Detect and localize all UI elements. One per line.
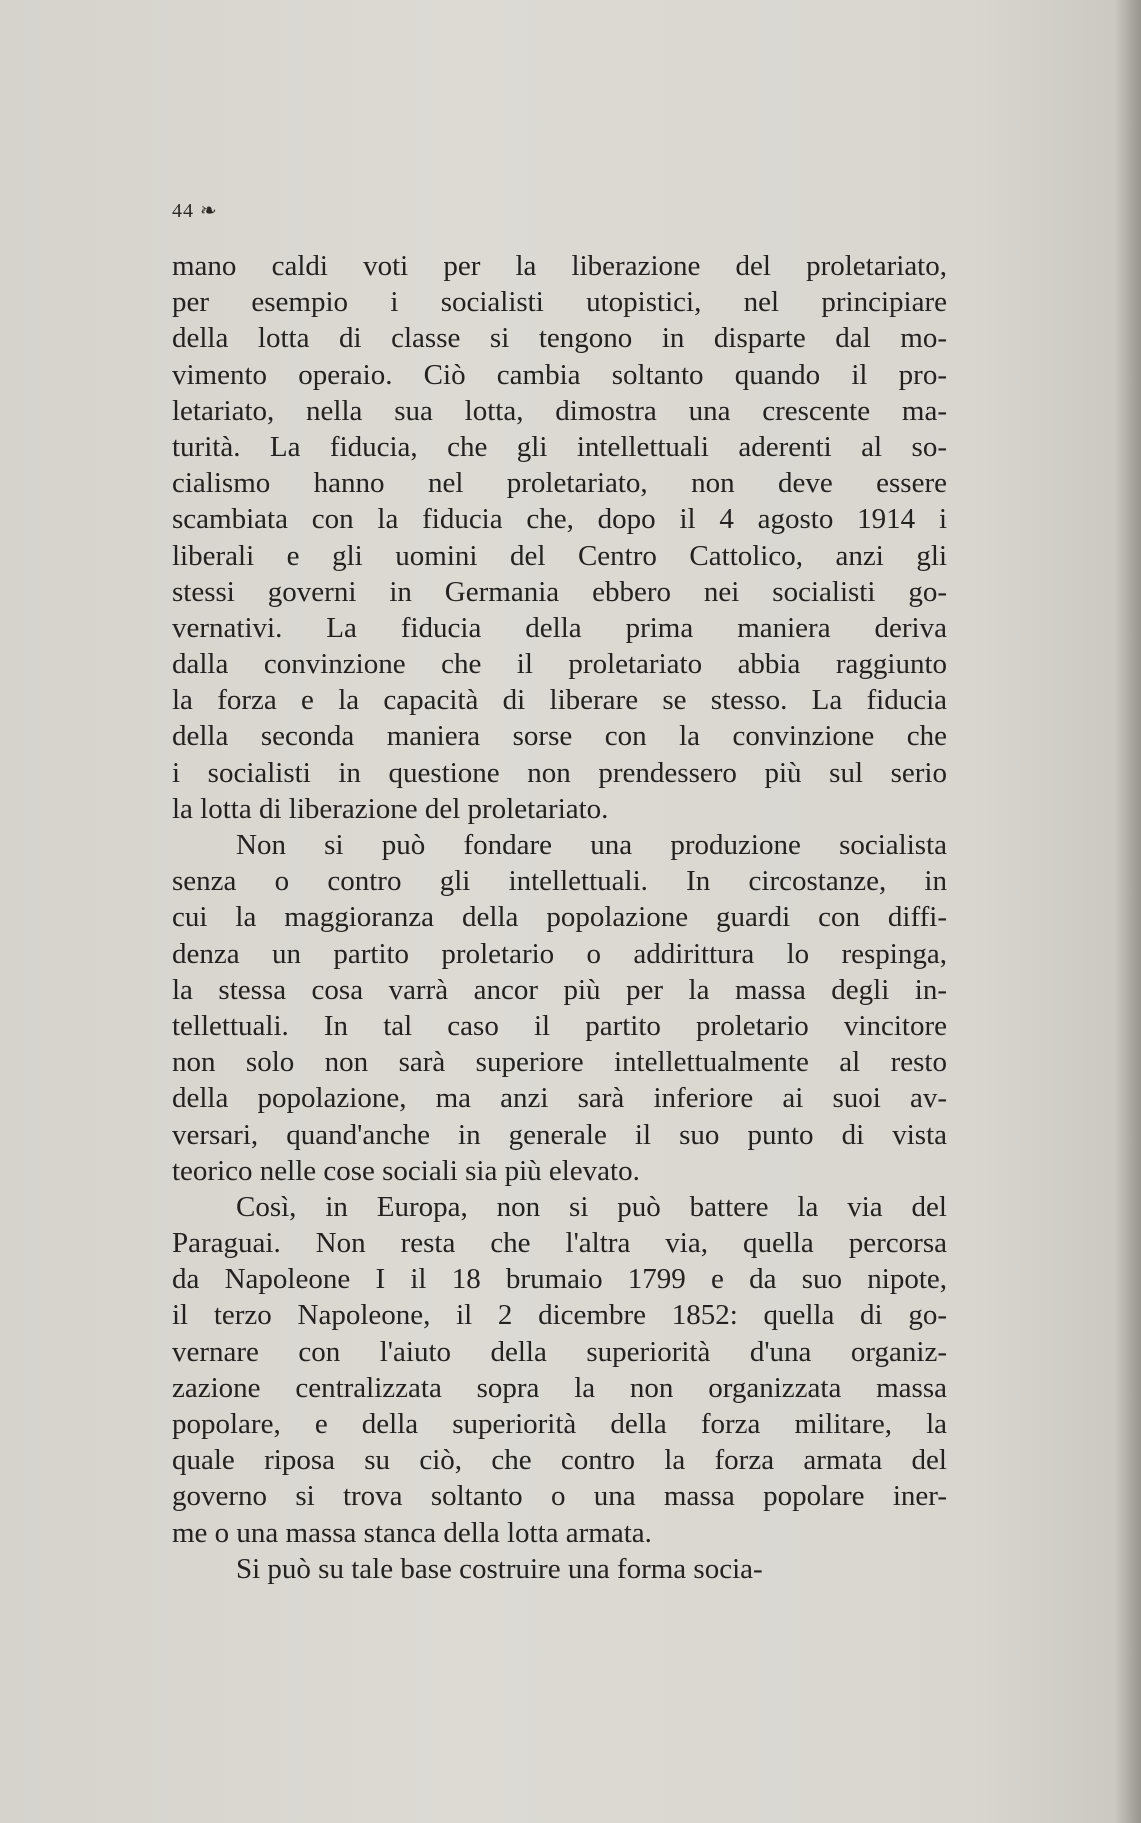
- page-edge-shadow: [1115, 0, 1141, 1823]
- text-line: popolare, e della superiorità della forza militare, la: [172, 1408, 947, 1440]
- text-line: la stessa cosa varrà ancor più per la massa degli in-: [172, 973, 947, 1006]
- text-line: vimento operaio. Ciò cambia soltanto quando il pro-: [172, 358, 947, 391]
- text-line: Così, in Europa, non si può battere la via del: [236, 1190, 947, 1223]
- text-line: quale riposa su ciò, che contro la forza armata del: [172, 1444, 947, 1477]
- page-header: [172, 198, 218, 223]
- text-line: denza un partito proletario o addirittura lo respinga,: [172, 937, 947, 970]
- text-line: non solo non sarà superiore intellettualmente al resto: [172, 1046, 947, 1079]
- page-number: 44: [172, 200, 194, 222]
- text-line: la lotta di liberazione del proletariato.: [172, 792, 609, 825]
- text-line: vernativi. La fiducia della prima maniera deriva: [172, 611, 947, 644]
- text-line: Si può su tale base costruire una forma socia-: [236, 1552, 763, 1585]
- paragraph: [172, 1189, 947, 1551]
- text-line: stessi governi in Germania ebbero nei socialisti go-: [172, 575, 947, 608]
- text-line: versari, quand'anche in generale il suo punto di vista: [172, 1118, 947, 1151]
- text-line: scambiata con la fiducia che, dopo il 4 agosto 1914 i: [172, 503, 947, 536]
- text-line: cialismo hanno nel proletariato, non deve essere: [172, 467, 947, 500]
- body-text: [172, 248, 947, 1587]
- text-line: vernare con l'aiuto della superiorità d'una organiz-: [172, 1335, 947, 1368]
- text-line: letariato, nella sua lotta, dimostra una crescente ma-: [172, 394, 947, 427]
- text-line: dalla convinzione che il proletariato abbia raggiunto: [172, 648, 947, 681]
- text-line: governo si trova soltanto o una massa popolare iner-: [172, 1480, 947, 1513]
- text-line: della lotta di classe si tengono in disparte dal mo-: [172, 322, 947, 355]
- text-line: mano caldi voti per la liberazione del proletariato,: [172, 250, 947, 282]
- text-line: per esempio i socialisti utopistici, nel principiare: [172, 286, 947, 319]
- paragraph: [172, 248, 947, 827]
- text-line: la forza e la capacità di liberare se stesso. La fiducia: [172, 684, 947, 717]
- text-line: liberali e gli uomini del Centro Cattolico, anzi gli: [172, 539, 947, 572]
- text-line: senza o contro gli intellettuali. In circostanze, in: [172, 865, 947, 898]
- text-line: turità. La fiducia, che gli intellettuali aderenti al so-: [172, 430, 947, 463]
- text-line: teorico nelle cose sociali sia più elevato.: [172, 1154, 640, 1187]
- text-line: i socialisti in questione non prendessero più sul serio: [172, 756, 947, 789]
- paragraph: [172, 1551, 947, 1587]
- text-line: me o una massa stanca della lotta armata.: [172, 1516, 652, 1549]
- text-line: il terzo Napoleone, il 2 dicembre 1852: quella di go-: [172, 1299, 947, 1332]
- paragraph: [172, 827, 947, 1189]
- text-line: Non si può fondare una produzione socialista: [236, 829, 947, 861]
- ornament-icon: ❧: [200, 200, 218, 222]
- text-line: della seconda maniera sorse con la convinzione che: [172, 720, 947, 753]
- text-line: zazione centralizzata sopra la non organizzata massa: [172, 1371, 947, 1404]
- text-line: tellettuali. In tal caso il partito proletario vincitore: [172, 1009, 947, 1042]
- text-line: Paraguai. Non resta che l'altra via, quella percorsa: [172, 1227, 947, 1260]
- text-line: della popolazione, ma anzi sarà inferiore ai suoi av-: [172, 1082, 947, 1115]
- text-line: cui la maggioranza della popolazione guardi con diffi-: [172, 901, 947, 934]
- text-line: da Napoleone I il 18 brumaio 1799 e da suo nipote,: [172, 1263, 947, 1296]
